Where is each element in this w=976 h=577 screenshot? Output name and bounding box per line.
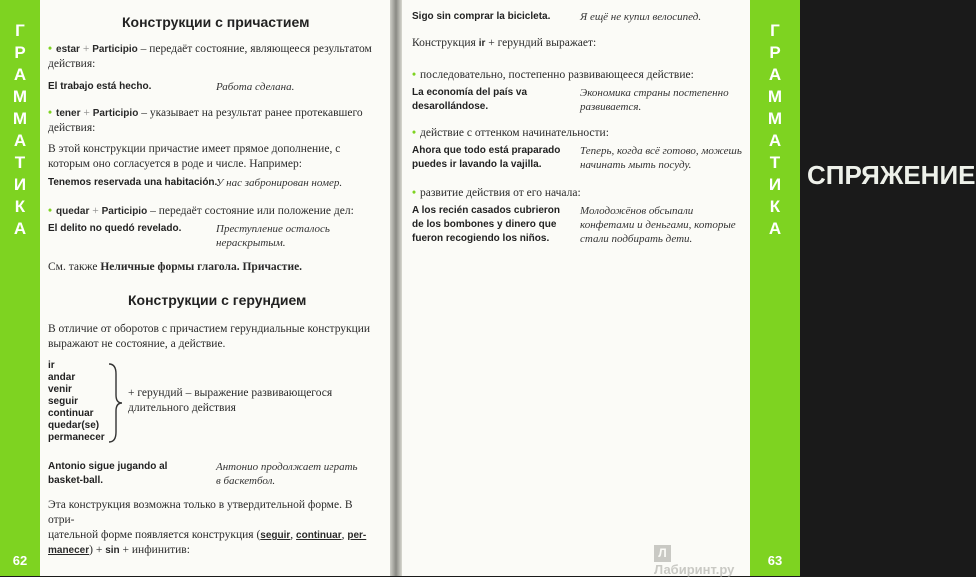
side-tab-right — [750, 0, 800, 576]
example-es-6: La economía del país va desarollándose. — [412, 87, 528, 112]
bullet-inceptive: • действие с оттенком начинательности: — [412, 127, 609, 139]
example-ru-1: Работа сделана. — [216, 81, 295, 93]
heading-participle: Конструкции с причастием — [122, 14, 310, 30]
left-page — [40, 0, 390, 576]
example-ru-8: Молодожёнов обсыпали конфетами и деньгами, которые стали подбирать дети. — [580, 205, 736, 245]
example-ru-4: Антонио продолжает играть в баскетбол. — [216, 461, 358, 487]
verb-item: permanecer — [48, 432, 105, 443]
example-es-5: Sigo sin comprar la bicicleta. — [412, 11, 551, 22]
side-tab-left — [0, 0, 40, 576]
verb-list — [48, 360, 105, 444]
labirint-logo-icon: Л — [654, 545, 671, 562]
example-ru-2: У нас забронирован номер. — [216, 177, 343, 189]
example-es-3: El delito no quedó revelado. — [48, 223, 182, 234]
paragraph-direct-object: В этой конструкции причастие имеет прямое дополнение, с которым оно согласуется в роде и числе. Например: — [48, 143, 341, 170]
paragraph-ir-gerund: Конструкция ir + герундий выражает: — [412, 37, 597, 49]
paragraph-negative-form: Эта конструкция возможна только в утвердительной форме. В отри- цательной форме появляется конструкция (seguir, continuar, per- manecer) + sin + инфинитив: — [48, 499, 367, 556]
example-es-8: A los recién casados cubrieron de los bombones y dinero que fueron recogiendo los niños. — [412, 205, 561, 244]
bullet-quedar: • quedar + Participio – передаёт состояние или положение дел: — [48, 205, 354, 217]
verb-item: ir — [48, 360, 55, 371]
example-ru-6: Экономика страны постепенно развивается. — [580, 87, 729, 113]
book-gutter — [390, 0, 402, 576]
ghost-text: СПРЯЖЕНИЕ — [807, 160, 976, 190]
example-ru-7: Теперь, когда всё готово, можешь начинать мыть посуду. — [580, 145, 742, 171]
page-number-left: 62 — [12, 553, 28, 568]
verbs-description: + герундий – выражение развивающегося длительного действия — [128, 387, 333, 414]
bullet-gradual: • последовательно, постепенно развивающееся действие: — [412, 69, 694, 81]
verb-item: venir — [48, 384, 72, 395]
example-es-2: Tenemos reservada una habitación. — [48, 177, 218, 188]
bullet-estar: • estar + Participio – передаёт состояние, являющееся результатом действия: — [48, 43, 372, 70]
example-es-4: Antonio sigue jugando al basket-ball. — [48, 461, 168, 486]
side-tab-letters-left: Г Р А М М А Т И К А — [12, 21, 28, 238]
example-ru-5: Я ещё не купил велосипед. — [580, 11, 702, 23]
verb-item: continuar — [48, 408, 94, 419]
heading-gerund: Конструкции с герундием — [128, 292, 307, 308]
see-also: См. также Неличные формы глагола. Причастие. — [48, 261, 303, 273]
example-es-1: El trabajo está hecho. — [48, 81, 152, 92]
curly-brace-icon — [106, 362, 124, 444]
verb-item: quedar(se) — [48, 420, 100, 431]
bullet-tener: • tener + Participio – указывает на результат ранее протекавшего действия: — [48, 107, 363, 134]
side-tab-letters-right: Г Р А М М А Т И К А — [767, 21, 783, 238]
bullet-from-start: • развитие действия от его начала: — [412, 187, 581, 199]
verb-item: seguir — [48, 396, 79, 407]
example-es-7: Ahora que todo está praparado puedes ir lavando la vajilla. — [412, 145, 561, 170]
watermark-logo: ЛЛабиринт.ру — [654, 546, 735, 577]
page-number-right: 63 — [767, 553, 783, 568]
example-ru-3: Преступление осталось нераскрытым. — [216, 223, 330, 249]
verb-item: andar — [48, 372, 76, 383]
paragraph-gerund-intro: В отличие от оборотов с причастием герундиальные конструкции выражают не состояние, а действие. — [48, 323, 371, 350]
